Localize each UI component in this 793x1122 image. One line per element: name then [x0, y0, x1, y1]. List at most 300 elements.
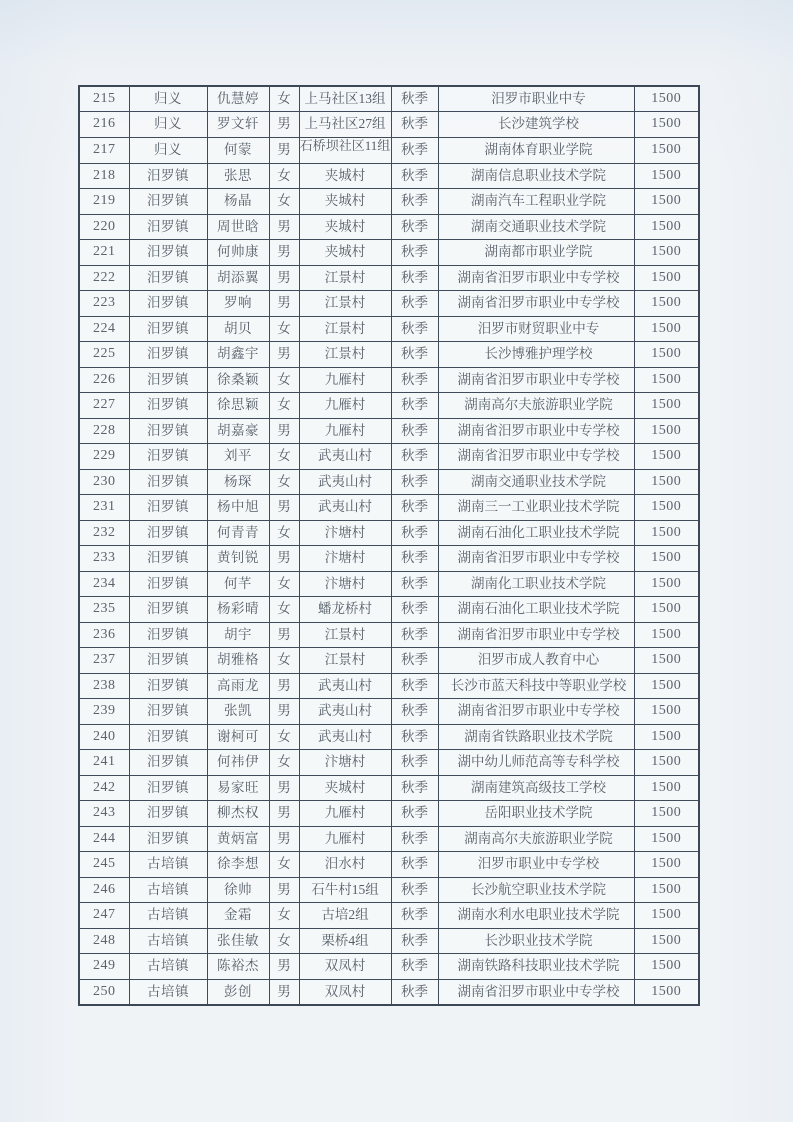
cell-person-name: [207, 648, 269, 674]
season-text: 秋季: [401, 550, 428, 566]
town-text: 归义: [154, 116, 182, 132]
cell-school: [438, 724, 634, 750]
amount-text: 1500: [651, 677, 682, 693]
cell-gender: [269, 444, 299, 470]
row-number-text: 236: [93, 626, 116, 642]
town-text: 古培镇: [147, 856, 189, 872]
cell-person-name: [207, 622, 269, 648]
school-text: 湖南省铁路职业技术学院: [464, 728, 613, 744]
season-text: 秋季: [401, 601, 428, 617]
village-text: 九雁村: [324, 422, 366, 438]
table-row: [79, 495, 699, 521]
cell-season: [391, 137, 438, 163]
person-name-text: 彭创: [224, 983, 252, 999]
cell-amount: [634, 137, 699, 163]
cell-town: [129, 699, 207, 725]
school-text: 湖南省汨罗市职业中专学校: [457, 422, 620, 438]
cell-row-number: [79, 571, 129, 597]
person-name-text: 何青青: [217, 524, 259, 540]
town-text: 汨罗镇: [147, 779, 189, 795]
cell-amount: [634, 571, 699, 597]
cell-person-name: [207, 189, 269, 215]
town-text: 汨罗镇: [147, 499, 189, 515]
cell-village: [299, 775, 391, 801]
cell-row-number: [79, 444, 129, 470]
village-text: 九雁村: [324, 805, 366, 821]
cell-town: [129, 291, 207, 317]
school-text: 湖南铁路科技职业技术学院: [457, 958, 620, 974]
table-row: [79, 163, 699, 189]
cell-town: [129, 877, 207, 903]
village-text: 汴塘村: [324, 524, 366, 540]
village-text: 双凤村: [324, 958, 366, 974]
gender-text: 女: [277, 601, 291, 617]
cell-school: [438, 928, 634, 954]
gender-text: 女: [277, 524, 291, 540]
season-text: 秋季: [401, 856, 428, 872]
cell-amount: [634, 265, 699, 291]
cell-amount: [634, 393, 699, 419]
cell-gender: [269, 954, 299, 980]
cell-school: [438, 214, 634, 240]
cell-town: [129, 418, 207, 444]
village-text: 夹城村: [324, 218, 366, 234]
cell-person-name: [207, 495, 269, 521]
village-text: 江景村: [324, 626, 366, 642]
cell-village: [299, 877, 391, 903]
table-row: [79, 520, 699, 546]
cell-row-number: [79, 699, 129, 725]
person-name-text: 罗文轩: [217, 116, 259, 132]
cell-row-number: [79, 954, 129, 980]
cell-person-name: [207, 954, 269, 980]
cell-town: [129, 546, 207, 572]
cell-amount: [634, 801, 699, 827]
cell-gender: [269, 826, 299, 852]
school-text: 湖南都市职业学院: [484, 244, 593, 260]
village-text: 汴塘村: [324, 754, 366, 770]
table-row: [79, 903, 699, 929]
season-text: 秋季: [401, 881, 428, 897]
cell-school: [438, 775, 634, 801]
school-text: 湖南省汨罗市职业中专学校: [457, 295, 620, 311]
cell-town: [129, 393, 207, 419]
cell-school: [438, 163, 634, 189]
row-number-text: 227: [93, 397, 116, 413]
table-row: [79, 852, 699, 878]
gender-text: 女: [277, 907, 291, 923]
school-text: 湖南体育职业学院: [484, 142, 593, 157]
village-text: 汨水村: [324, 856, 366, 872]
amount-text: 1500: [651, 320, 682, 336]
cell-school: [438, 469, 634, 495]
village-text: 汴塘村: [324, 575, 366, 591]
grant-roster-table: [78, 85, 700, 1006]
school-text: 湖南省汨罗市职业中专学校: [457, 703, 620, 719]
row-number-text: 216: [93, 116, 116, 132]
cell-school: [438, 826, 634, 852]
cell-gender: [269, 928, 299, 954]
cell-village: [299, 214, 391, 240]
gender-text: 男: [277, 626, 291, 642]
amount-text: 1500: [651, 295, 682, 311]
school-text: 湖南石油化工职业技术学院: [457, 524, 620, 540]
table-row: [79, 418, 699, 444]
town-text: 汨罗镇: [147, 754, 189, 770]
amount-text: 1500: [651, 422, 682, 438]
cell-person-name: [207, 112, 269, 138]
cell-gender: [269, 520, 299, 546]
cell-school: [438, 240, 634, 266]
cell-person-name: [207, 367, 269, 393]
cell-amount: [634, 444, 699, 470]
amount-text: 1500: [651, 805, 682, 821]
cell-village: [299, 954, 391, 980]
amount-text: 1500: [651, 601, 682, 617]
cell-village: [299, 520, 391, 546]
amount-text: 1500: [651, 91, 682, 106]
cell-amount: [634, 546, 699, 572]
town-text: 汨罗镇: [147, 601, 189, 617]
gender-text: 女: [277, 652, 291, 668]
town-text: 汨罗镇: [147, 677, 189, 693]
row-number-text: 245: [93, 856, 116, 872]
row-number-text: 226: [93, 371, 116, 387]
cell-row-number: [79, 214, 129, 240]
person-name-text: 张思: [224, 167, 252, 183]
cell-school: [438, 648, 634, 674]
school-text: 湖南化工职业技术学院: [471, 575, 606, 591]
cell-row-number: [79, 393, 129, 419]
school-text: 汨罗市财贸职业中专: [477, 320, 600, 336]
cell-amount: [634, 597, 699, 623]
town-text: 古培镇: [147, 958, 189, 974]
cell-person-name: [207, 316, 269, 342]
cell-gender: [269, 112, 299, 138]
cell-amount: [634, 648, 699, 674]
cell-season: [391, 648, 438, 674]
cell-gender: [269, 316, 299, 342]
cell-gender: [269, 240, 299, 266]
cell-season: [391, 852, 438, 878]
row-number-text: 232: [93, 524, 116, 540]
cell-row-number: [79, 189, 129, 215]
cell-school: [438, 291, 634, 317]
cell-village: [299, 418, 391, 444]
cell-season: [391, 954, 438, 980]
town-text: 古培镇: [147, 983, 189, 999]
season-text: 秋季: [401, 830, 428, 846]
gender-text: 男: [277, 116, 291, 132]
row-number-text: 240: [93, 728, 116, 744]
cell-town: [129, 954, 207, 980]
gender-text: 男: [277, 703, 291, 719]
season-text: 秋季: [401, 295, 428, 311]
cell-season: [391, 801, 438, 827]
cell-village: [299, 750, 391, 776]
cell-row-number: [79, 877, 129, 903]
gender-text: 女: [277, 575, 291, 591]
school-text: 长沙建筑学校: [498, 116, 579, 132]
season-text: 秋季: [401, 677, 428, 693]
season-text: 秋季: [401, 575, 428, 591]
cell-school: [438, 546, 634, 572]
season-text: 秋季: [401, 983, 428, 999]
village-text: 江景村: [324, 652, 366, 668]
school-text: 湖南省汨罗市职业中专学校: [457, 371, 620, 387]
cell-town: [129, 648, 207, 674]
season-text: 秋季: [401, 244, 428, 260]
cell-person-name: [207, 137, 269, 163]
table-row: [79, 86, 699, 112]
village-text: 武夷山村: [318, 703, 372, 719]
row-number-text: 219: [93, 193, 116, 209]
cell-amount: [634, 724, 699, 750]
cell-season: [391, 546, 438, 572]
cell-amount: [634, 775, 699, 801]
village-text: 夹城村: [324, 244, 366, 260]
school-text: 湖南高尔夫旅游职业学院: [464, 397, 613, 413]
cell-amount: [634, 240, 699, 266]
person-name-text: 胡雅格: [217, 652, 259, 668]
gender-text: 男: [277, 983, 291, 999]
cell-school: [438, 699, 634, 725]
cell-amount: [634, 367, 699, 393]
season-text: 秋季: [401, 703, 428, 719]
cell-season: [391, 316, 438, 342]
cell-gender: [269, 852, 299, 878]
cell-gender: [269, 367, 299, 393]
school-text: 长沙航空职业技术学院: [471, 881, 606, 897]
person-name-text: 徐思颖: [217, 397, 259, 413]
village-text: 江景村: [324, 346, 366, 362]
cell-school: [438, 954, 634, 980]
cell-amount: [634, 469, 699, 495]
table-row: [79, 342, 699, 368]
table-row: [79, 444, 699, 470]
cell-gender: [269, 877, 299, 903]
person-name-text: 胡宇: [224, 626, 252, 642]
cell-school: [438, 571, 634, 597]
cell-season: [391, 673, 438, 699]
table-row: [79, 750, 699, 776]
cell-amount: [634, 418, 699, 444]
amount-text: 1500: [651, 754, 682, 770]
season-text: 秋季: [401, 397, 428, 413]
town-text: 汨罗镇: [147, 473, 189, 489]
cell-season: [391, 189, 438, 215]
cell-row-number: [79, 775, 129, 801]
cell-village: [299, 928, 391, 954]
row-number-text: 233: [93, 550, 116, 566]
cell-row-number: [79, 469, 129, 495]
table-row: [79, 571, 699, 597]
cell-gender: [269, 648, 299, 674]
village-text: 夹城村: [324, 779, 366, 795]
cell-village: [299, 291, 391, 317]
person-name-text: 柳杰权: [217, 805, 259, 821]
cell-row-number: [79, 826, 129, 852]
cell-season: [391, 444, 438, 470]
cell-village: [299, 826, 391, 852]
person-name-text: 胡嘉豪: [217, 422, 259, 438]
school-text: 长沙市蓝天科技中等职业学校: [450, 677, 627, 693]
person-name-text: 胡添翼: [217, 269, 259, 285]
table-row: [79, 775, 699, 801]
cell-row-number: [79, 137, 129, 163]
village-text: 古培2组: [321, 907, 369, 923]
cell-person-name: [207, 877, 269, 903]
cell-gender: [269, 163, 299, 189]
cell-gender: [269, 699, 299, 725]
cell-school: [438, 673, 634, 699]
table-row: [79, 622, 699, 648]
cell-village: [299, 801, 391, 827]
town-text: 古培镇: [147, 881, 189, 897]
row-number-text: 249: [93, 958, 116, 974]
town-text: 汨罗镇: [147, 269, 189, 285]
cell-school: [438, 316, 634, 342]
cell-person-name: [207, 418, 269, 444]
cell-village: [299, 316, 391, 342]
person-name-text: 杨彩晴: [217, 601, 259, 617]
school-text: 湖南三一工业职业技术学院: [457, 499, 620, 515]
village-text: 武夷山村: [318, 499, 372, 515]
row-number-text: 222: [93, 269, 116, 285]
season-text: 秋季: [401, 91, 428, 106]
cell-town: [129, 928, 207, 954]
cell-season: [391, 291, 438, 317]
school-text: 湖南省汨罗市职业中专学校: [457, 448, 620, 464]
town-text: 汨罗镇: [147, 575, 189, 591]
cell-row-number: [79, 597, 129, 623]
gender-text: 男: [277, 779, 291, 795]
cell-school: [438, 189, 634, 215]
amount-text: 1500: [651, 779, 682, 795]
row-number-text: 223: [93, 295, 116, 311]
cell-school: [438, 393, 634, 419]
cell-season: [391, 571, 438, 597]
cell-row-number: [79, 112, 129, 138]
person-name-text: 徐桑颖: [217, 371, 259, 387]
school-text: 湖南高尔夫旅游职业学院: [464, 830, 613, 846]
amount-text: 1500: [651, 932, 682, 948]
cell-person-name: [207, 86, 269, 112]
town-text: 归义: [154, 142, 182, 157]
cell-season: [391, 826, 438, 852]
cell-row-number: [79, 495, 129, 521]
person-name-text: 张凯: [224, 703, 252, 719]
cell-village: [299, 112, 391, 138]
amount-text: 1500: [651, 830, 682, 846]
gender-text: 女: [277, 320, 291, 336]
cell-gender: [269, 418, 299, 444]
town-text: 汨罗镇: [147, 371, 189, 387]
cell-season: [391, 393, 438, 419]
village-text: 九雁村: [324, 830, 366, 846]
person-name-text: 刘平: [224, 448, 252, 464]
cell-village: [299, 622, 391, 648]
village-text: 夹城村: [324, 193, 366, 209]
village-text: 石桥坝社区11组: [299, 137, 391, 153]
cell-town: [129, 265, 207, 291]
row-number-text: 246: [93, 881, 116, 897]
row-number-text: 218: [93, 167, 116, 183]
season-text: 秋季: [401, 652, 428, 668]
cell-school: [438, 979, 634, 1005]
school-text: 湖南交通职业技术学院: [471, 473, 606, 489]
amount-text: 1500: [651, 550, 682, 566]
cell-row-number: [79, 673, 129, 699]
cell-town: [129, 86, 207, 112]
cell-village: [299, 903, 391, 929]
season-text: 秋季: [401, 932, 428, 948]
table-row: [79, 214, 699, 240]
cell-amount: [634, 214, 699, 240]
season-text: 秋季: [401, 907, 428, 923]
village-text: 江景村: [324, 295, 366, 311]
table-row: [79, 189, 699, 215]
cell-village: [299, 265, 391, 291]
cell-person-name: [207, 597, 269, 623]
school-text: 汨罗市职业中专学校: [477, 856, 600, 872]
village-text: 蟠龙桥村: [318, 601, 372, 617]
row-number-text: 237: [93, 652, 116, 668]
cell-village: [299, 648, 391, 674]
cell-town: [129, 495, 207, 521]
cell-town: [129, 750, 207, 776]
table-row: [79, 699, 699, 725]
cell-row-number: [79, 979, 129, 1005]
cell-season: [391, 775, 438, 801]
gender-text: 男: [277, 499, 291, 515]
amount-text: 1500: [651, 652, 682, 668]
cell-gender: [269, 189, 299, 215]
person-name-text: 张佳敏: [217, 932, 259, 948]
gender-text: 男: [277, 805, 291, 821]
cell-village: [299, 495, 391, 521]
town-text: 汨罗镇: [147, 652, 189, 668]
cell-town: [129, 801, 207, 827]
cell-gender: [269, 724, 299, 750]
table-row: [79, 469, 699, 495]
cell-amount: [634, 291, 699, 317]
cell-school: [438, 342, 634, 368]
cell-gender: [269, 597, 299, 623]
cell-school: [438, 418, 634, 444]
person-name-text: 高雨龙: [217, 677, 259, 693]
amount-text: 1500: [651, 524, 682, 540]
cell-season: [391, 928, 438, 954]
cell-gender: [269, 291, 299, 317]
cell-village: [299, 699, 391, 725]
cell-gender: [269, 546, 299, 572]
cell-season: [391, 699, 438, 725]
cell-school: [438, 622, 634, 648]
cell-season: [391, 214, 438, 240]
row-number-text: 235: [93, 601, 116, 617]
cell-amount: [634, 979, 699, 1005]
cell-village: [299, 597, 391, 623]
school-text: 湖南水利水电职业技术学院: [457, 907, 620, 923]
cell-school: [438, 137, 634, 163]
gender-text: 男: [277, 269, 291, 285]
village-text: 栗桥4组: [321, 932, 369, 948]
cell-person-name: [207, 699, 269, 725]
cell-season: [391, 724, 438, 750]
town-text: 汨罗镇: [147, 346, 189, 362]
season-text: 秋季: [401, 193, 428, 209]
